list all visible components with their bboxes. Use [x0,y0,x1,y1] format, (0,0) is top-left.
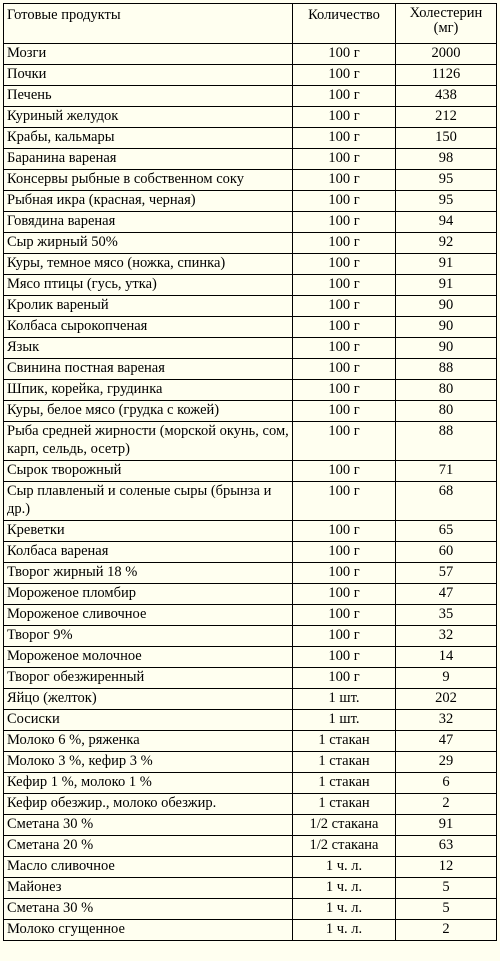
cholesterol-value-cell: 95 [396,170,497,191]
product-name-cell: Кефир 1 %, молоко 1 % [4,773,293,794]
table-row [4,563,497,584]
table-row [4,752,497,773]
cholesterol-value-cell: 88 [396,422,497,461]
product-name-cell: Мясо птицы (гусь, утка) [4,275,293,296]
table-row [4,65,497,86]
quantity-cell: 100 г [293,296,396,317]
quantity-cell: 100 г [293,482,396,521]
quantity-cell: 1 шт. [293,710,396,731]
quantity-cell: 100 г [293,317,396,338]
quantity-cell: 100 г [293,191,396,212]
product-name-cell: Рыба средней жирности (морской окунь, сом, карп, сельдь, осетр) [4,422,293,461]
table-row [4,86,497,107]
quantity-cell: 1/2 стакана [293,815,396,836]
cholesterol-value-cell: 94 [396,212,497,233]
table-row [4,731,497,752]
table-row [4,107,497,128]
product-name-cell: Язык [4,338,293,359]
quantity-cell: 100 г [293,86,396,107]
quantity-cell: 1 ч. л. [293,899,396,920]
cholesterol-value-cell: 2 [396,794,497,815]
product-name-cell: Куры, темное мясо (ножка, спинка) [4,254,293,275]
quantity-cell: 100 г [293,668,396,689]
cholesterol-value-cell: 65 [396,521,497,542]
cholesterol-value-cell: 212 [396,107,497,128]
product-name-cell: Креветки [4,521,293,542]
quantity-cell: 100 г [293,626,396,647]
cholesterol-value-cell: 2 [396,920,497,941]
quantity-cell: 100 г [293,584,396,605]
quantity-cell: 1 стакан [293,752,396,773]
product-name-cell: Печень [4,86,293,107]
quantity-cell: 100 г [293,275,396,296]
cholesterol-value-cell: 63 [396,836,497,857]
quantity-cell: 100 г [293,128,396,149]
cholesterol-value-cell: 47 [396,731,497,752]
cholesterol-value-cell: 32 [396,626,497,647]
product-name-cell: Майонез [4,878,293,899]
quantity-cell: 100 г [293,647,396,668]
product-name-cell: Мороженое сливочное [4,605,293,626]
table-row [4,380,497,401]
table-row [4,521,497,542]
product-name-cell: Творог обезжиренный [4,668,293,689]
quantity-cell: 100 г [293,338,396,359]
quantity-cell: 100 г [293,521,396,542]
product-name-cell: Сыр жирный 50% [4,233,293,254]
product-name-cell: Сыр плавленый и соленые сыры (брынза и др.) [4,482,293,521]
table-row [4,836,497,857]
product-name-cell: Говядина вареная [4,212,293,233]
table-row [4,128,497,149]
product-name-cell: Творог жирный 18 % [4,563,293,584]
cholesterol-value-cell: 29 [396,752,497,773]
product-name-cell: Сметана 30 % [4,899,293,920]
table-row [4,338,497,359]
table-row [4,626,497,647]
quantity-cell: 1 шт. [293,689,396,710]
quantity-cell: 100 г [293,107,396,128]
table-row [4,668,497,689]
product-name-cell: Молоко сгущенное [4,920,293,941]
table-row [4,815,497,836]
cholesterol-value-cell: 88 [396,359,497,380]
product-name-cell: Сырок творожный [4,461,293,482]
cholesterol-value-cell: 57 [396,563,497,584]
quantity-cell: 1 стакан [293,794,396,815]
quantity-cell: 100 г [293,422,396,461]
quantity-cell: 1 стакан [293,773,396,794]
quantity-cell: 100 г [293,461,396,482]
product-name-cell: Молоко 3 %, кефир 3 % [4,752,293,773]
table-row [4,584,497,605]
product-name-cell: Колбаса сырокопченая [4,317,293,338]
table-row [4,170,497,191]
quantity-cell: 100 г [293,44,396,65]
table-row [4,647,497,668]
product-name-cell: Шпик, корейка, грудинка [4,380,293,401]
quantity-cell: 100 г [293,401,396,422]
quantity-cell: 100 г [293,605,396,626]
product-name-cell: Куры, белое мясо (грудка с кожей) [4,401,293,422]
cholesterol-value-cell: 80 [396,401,497,422]
cholesterol-value-cell: 95 [396,191,497,212]
cholesterol-value-cell: 2000 [396,44,497,65]
cholesterol-value-cell: 90 [396,338,497,359]
cholesterol-value-cell: 14 [396,647,497,668]
table-row [4,542,497,563]
cholesterol-value-cell: 35 [396,605,497,626]
quantity-cell: 100 г [293,254,396,275]
cholesterol-table [3,3,497,941]
product-name-cell: Мороженое пломбир [4,584,293,605]
product-name-cell: Сметана 30 % [4,815,293,836]
table-row [4,920,497,941]
cholesterol-value-cell: 202 [396,689,497,710]
product-name-cell: Почки [4,65,293,86]
table-row [4,359,497,380]
header-product: Готовые продукты [4,4,293,44]
product-name-cell: Крабы, кальмары [4,128,293,149]
table-row [4,296,497,317]
product-name-cell: Сметана 20 % [4,836,293,857]
cholesterol-value-cell: 90 [396,296,497,317]
cholesterol-table-container [3,3,496,941]
product-name-cell: Консервы рыбные в собственном соку [4,170,293,191]
product-name-cell: Баранина вареная [4,149,293,170]
table-row [4,317,497,338]
product-name-cell: Мороженое молочное [4,647,293,668]
cholesterol-value-cell: 92 [396,233,497,254]
table-row [4,233,497,254]
table-row [4,275,497,296]
quantity-cell: 100 г [293,149,396,170]
product-name-cell: Колбаса вареная [4,542,293,563]
cholesterol-value-cell: 80 [396,380,497,401]
quantity-cell: 100 г [293,233,396,254]
table-row [4,710,497,731]
table-row [4,422,497,461]
product-name-cell: Рыбная икра (красная, черная) [4,191,293,212]
table-row [4,899,497,920]
table-row [4,857,497,878]
quantity-cell: 100 г [293,563,396,584]
product-name-cell: Кефир обезжир., молоко обезжир. [4,794,293,815]
cholesterol-value-cell: 91 [396,254,497,275]
quantity-cell: 100 г [293,359,396,380]
quantity-cell: 1 стакан [293,731,396,752]
table-row [4,44,497,65]
cholesterol-value-cell: 91 [396,275,497,296]
cholesterol-value-cell: 71 [396,461,497,482]
table-row [4,254,497,275]
table-row [4,689,497,710]
cholesterol-value-cell: 150 [396,128,497,149]
cholesterol-value-cell: 438 [396,86,497,107]
product-name-cell: Яйцо (желток) [4,689,293,710]
product-name-cell: Творог 9% [4,626,293,647]
table-row [4,605,497,626]
cholesterol-value-cell: 6 [396,773,497,794]
cholesterol-value-cell: 68 [396,482,497,521]
cholesterol-value-cell: 12 [396,857,497,878]
table-row [4,401,497,422]
table-row [4,773,497,794]
cholesterol-value-cell: 98 [396,149,497,170]
product-name-cell: Молоко 6 %, ряженка [4,731,293,752]
quantity-cell: 100 г [293,212,396,233]
quantity-cell: 1 ч. л. [293,920,396,941]
quantity-cell: 100 г [293,65,396,86]
product-name-cell: Куриный желудок [4,107,293,128]
cholesterol-value-cell: 5 [396,899,497,920]
header-quantity: Количество [293,4,396,44]
header-cholesterol: Холестерин (мг) [396,4,497,44]
quantity-cell: 1/2 стакана [293,836,396,857]
product-name-cell: Масло сливочное [4,857,293,878]
cholesterol-value-cell: 91 [396,815,497,836]
cholesterol-value-cell: 32 [396,710,497,731]
product-name-cell: Сосиски [4,710,293,731]
cholesterol-value-cell: 47 [396,584,497,605]
table-row [4,191,497,212]
quantity-cell: 100 г [293,170,396,191]
table-row [4,878,497,899]
table-row [4,149,497,170]
table-body [4,44,497,941]
quantity-cell: 1 ч. л. [293,857,396,878]
cholesterol-value-cell: 1126 [396,65,497,86]
table-row [4,794,497,815]
table-row [4,482,497,521]
product-name-cell: Мозги [4,44,293,65]
table-row [4,461,497,482]
table-header-row [4,4,497,44]
cholesterol-value-cell: 9 [396,668,497,689]
quantity-cell: 100 г [293,542,396,563]
cholesterol-value-cell: 5 [396,878,497,899]
table-row [4,212,497,233]
quantity-cell: 1 ч. л. [293,878,396,899]
cholesterol-value-cell: 90 [396,317,497,338]
quantity-cell: 100 г [293,380,396,401]
cholesterol-value-cell: 60 [396,542,497,563]
product-name-cell: Свинина постная вареная [4,359,293,380]
product-name-cell: Кролик вареный [4,296,293,317]
